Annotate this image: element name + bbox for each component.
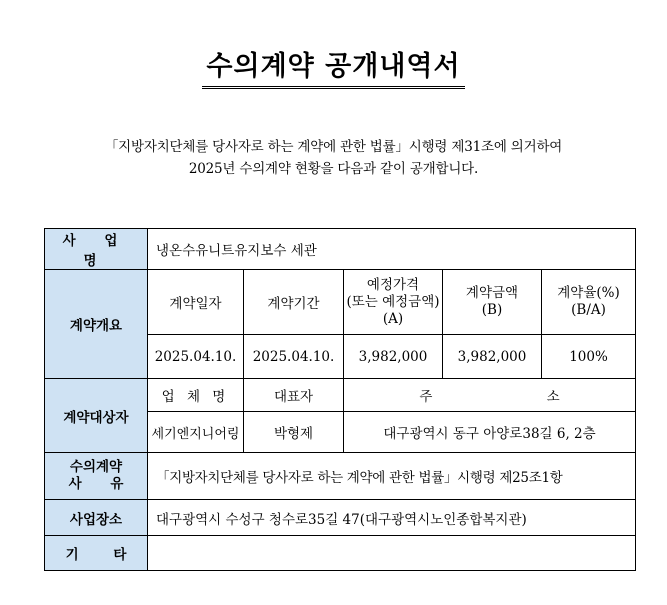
contractor-label: 계약대상자 (45, 379, 148, 453)
contract-table (44, 228, 636, 571)
reason-label (45, 453, 148, 500)
value-contract-period: 2025.04.10. (244, 335, 344, 379)
intro-line-2: 2025년 수의계약 현황을 다음과 같이 공개합니다. (188, 161, 479, 177)
header-contract-amount (443, 270, 542, 335)
header-contract-rate (542, 270, 636, 335)
row-etc (45, 536, 636, 571)
row-project (45, 229, 636, 270)
location-label: 사업장소 (45, 500, 148, 536)
intro-line-1: 「지방자치단체를 당사자로 하는 계약에 관한 법률」시행령 제31조에 의거하여 (104, 139, 563, 155)
overview-label: 계약개요 (45, 270, 148, 379)
row-overview-header (45, 270, 636, 335)
project-label: 사 업 명 (45, 229, 148, 270)
value-contract-rate: 100% (542, 335, 636, 379)
header-contract-rate-line1: 계약율(%) (557, 285, 620, 301)
reason-label-line1: 수의계약 (69, 459, 123, 475)
value-representative: 박형제 (244, 412, 344, 453)
document-title: 수의계약 공개내역서 (202, 44, 464, 89)
reason-value: 「지방자치단체를 당사자로 하는 계약에 관한 법률」시행령 제25조1항 (148, 453, 636, 500)
header-contract-period: 계약기간 (244, 270, 344, 335)
header-estimated-price-line3: (A) (382, 310, 404, 327)
row-location (45, 500, 636, 536)
header-estimated-price-line1: 예정가격 (366, 276, 420, 293)
header-contract-date: 계약일자 (148, 270, 244, 335)
value-company: 세기엔지니어링 (148, 412, 244, 453)
header-company: 업 체 명 (148, 379, 244, 412)
header-contract-rate-line2: (B/A) (571, 302, 606, 318)
header-address: 주 소 (344, 379, 636, 412)
project-value: 냉온수유니트유지보수 세관 (148, 229, 636, 270)
header-representative: 대표자 (244, 379, 344, 412)
header-estimated-price-line2: (또는 예정금액) (346, 293, 440, 310)
header-estimated-price (344, 270, 443, 335)
header-contract-amount-line2: (B) (481, 302, 503, 318)
row-reason (45, 453, 636, 500)
header-contract-amount-line1: 계약금액 (465, 285, 519, 301)
value-contract-amount: 3,982,000 (443, 335, 542, 379)
value-address: 대구광역시 동구 아양로38길 6, 2층 (344, 412, 636, 453)
reason-label-line2: 사 유 (68, 476, 124, 492)
location-value: 대구광역시 수성구 청수로35길 47(대구광역시노인종합복지관) (148, 500, 636, 536)
etc-label: 기 타 (45, 536, 148, 571)
value-contract-date: 2025.04.10. (148, 335, 244, 379)
row-contractor-header (45, 379, 636, 412)
document-title-wrap (0, 44, 667, 89)
etc-value (148, 536, 636, 571)
intro-text (0, 136, 667, 180)
value-estimated-price: 3,982,000 (344, 335, 443, 379)
